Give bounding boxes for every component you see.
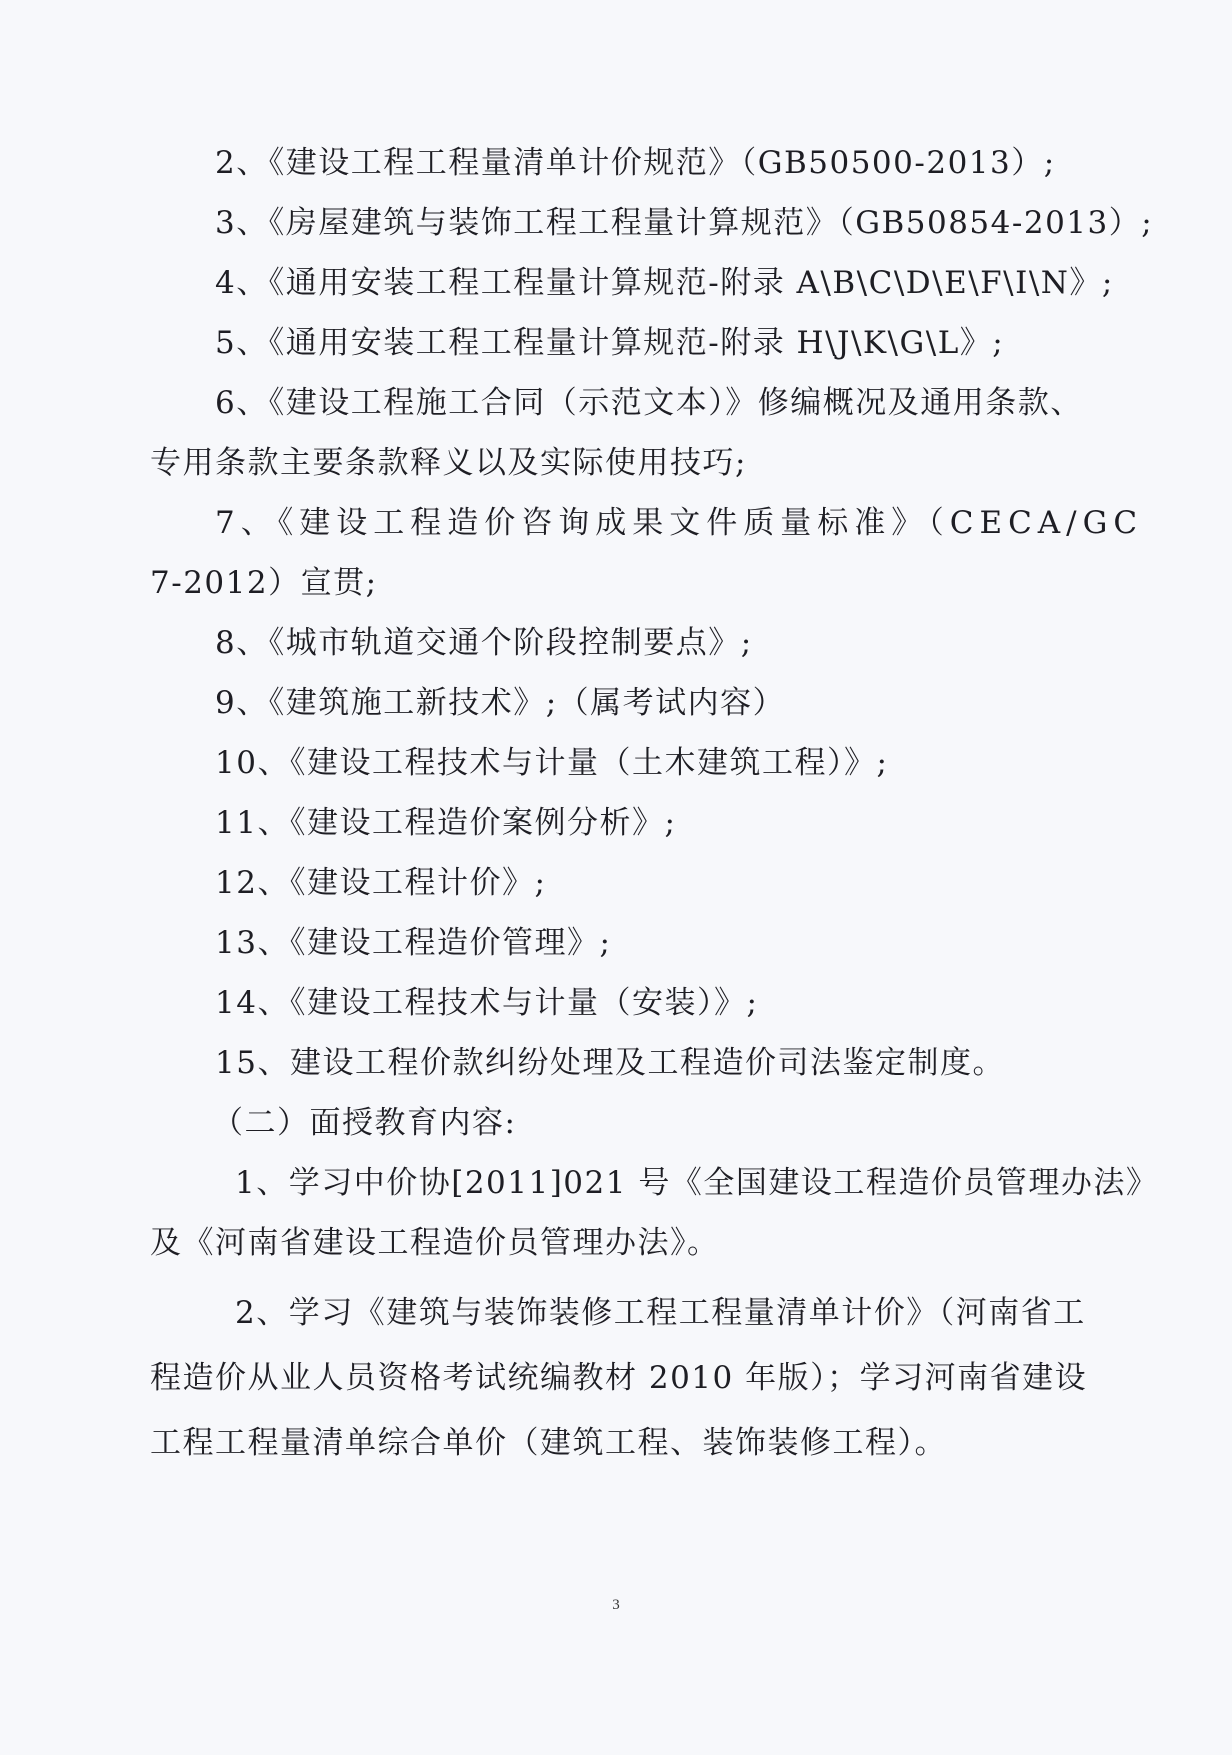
- list-item-11: 11、《建设工程造价案例分析》;: [215, 805, 677, 841]
- list-item-6: 6、《建设工程施工合同（示范文本）》修编概况及通用条款、: [215, 385, 1083, 421]
- list-item-12: 12、《建设工程计价》;: [215, 865, 547, 901]
- list-item-13: 13、《建设工程造价管理》;: [215, 925, 612, 961]
- list-item-3: 3、《房屋建筑与装饰工程工程量计算规范》（GB50854-2013）;: [215, 205, 1154, 241]
- list-item-14: 14、《建设工程技术与计量（安装）》;: [215, 985, 759, 1021]
- list-item-10: 10、《建设工程技术与计量（土木建筑工程）》;: [215, 745, 889, 781]
- list-item-9: 9、《建筑施工新技术》;（属考试内容）: [215, 685, 786, 721]
- paragraph-1-continued: 及《河南省建设工程造价员管理办法》。: [150, 1225, 720, 1261]
- list-item-7: 7、《建设工程造价咨询成果文件质量标准》（CECA/GC: [215, 505, 1144, 541]
- list-item-6-continued: 专用条款主要条款释义以及实际使用技巧;: [150, 445, 747, 481]
- list-item-8: 8、《城市轨道交通个阶段控制要点》;: [215, 625, 753, 661]
- page-number: 3: [612, 1597, 620, 1613]
- paragraph-2-end: 工程工程量清单综合单价（建筑工程、装饰装修工程）。: [150, 1425, 947, 1461]
- section-heading: （二）面授教育内容:: [212, 1105, 517, 1141]
- list-item-5: 5、《通用安装工程工程量计算规范-附录 H\J\K\G\L》;: [215, 325, 1005, 361]
- list-item-2: 2、《建设工程工程量清单计价规范》（GB50500-2013）;: [215, 145, 1056, 181]
- paragraph-2-continued: 程造价从业人员资格考试统编教材 2010 年版）；学习河南省建设: [150, 1360, 1088, 1396]
- list-item-4: 4、《通用安装工程工程量计算规范-附录 A\B\C\D\E\F\I\N》;: [215, 265, 1114, 301]
- list-item-15: 15、建设工程价款纠纷处理及工程造价司法鉴定制度。: [215, 1045, 1005, 1081]
- list-item-7-continued: 7-2012）宣贯;: [150, 565, 378, 601]
- paragraph-2: 2、学习《建筑与装饰装修工程工程量清单计价》（河南省工: [235, 1295, 1086, 1331]
- paragraph-1: 1、学习中价协[2011]021 号《全国建设工程造价员管理办法》: [235, 1165, 1159, 1201]
